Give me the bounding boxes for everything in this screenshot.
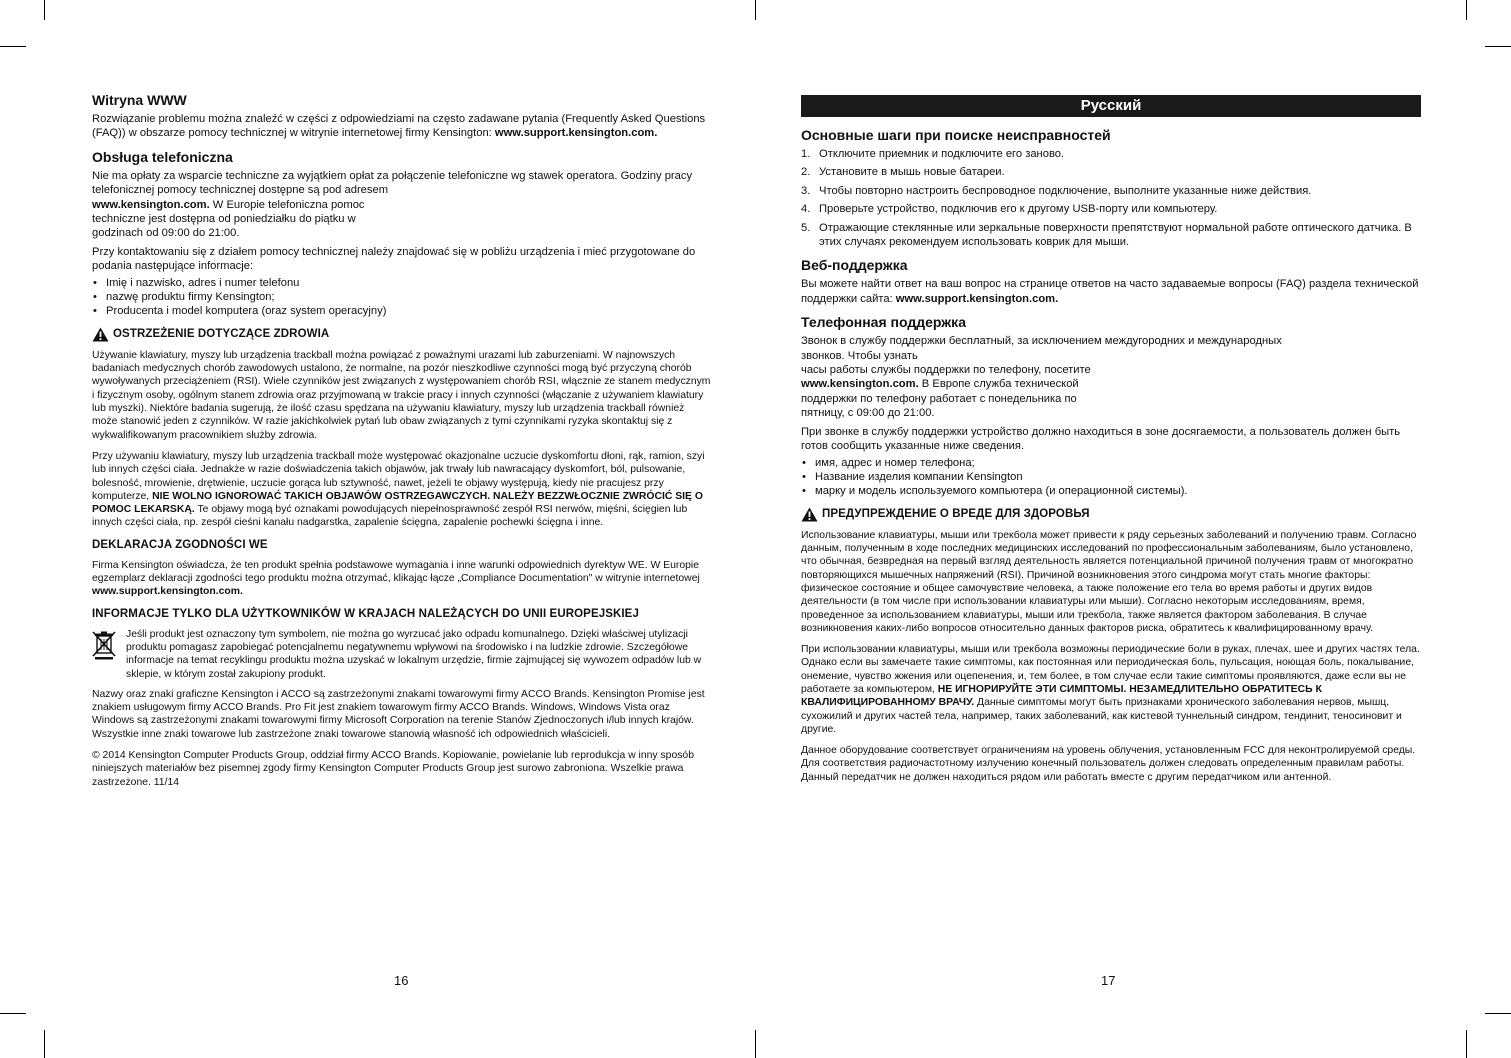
trademarks-text: Nazwy oraz znaki graficzne Kensington i ACCO są zastrzeżonymi znakami towarowymi firmy ACCO Brands. Kensington Promise jest znakiem usługowym firmy ACCO Brands. Pro Fit jest znakiem towarowym firmy ACCO Brands. Windows, Windows Vista oraz Windows są zastrzeżonymi znakami towarowymi firmy Microsoft Corporation na terenie Stanów Zjednoczonych i/lub innych krajów. Wszystkie inne znaki towarowe lub zastrzeżone znaki towarowe stanowią własność ich odpowiednich właścicieli. <box>92 688 705 740</box>
page-number-right: 17 <box>1101 973 1116 988</box>
phone-support-title: Телефонная поддержка <box>801 314 966 331</box>
health-warning-p2: Przy używaniu klawiatury, myszy lub urządzenia trackball może występować okazjonalne uczucie dyskomfortu dłoni, rąk, ramion, szyi lub innych części ciała. Jednakże w razie doświadczenia takich objawów, jak trwały lub nawracający dyskomfort, ból, pulsowanie, bolesność, mrowienie, drętwienie, uczucie gorąca lub sztywność, nawet, jeżeli te objawy występują, kiedy nie pracujesz przy komputerze, NIE WOLNO IGNOROWAĆ TAKICH OBJAWÓW OSTRZEGAWCZYCH. NALEŻY BEZZWŁOCZNIE ZWRÓCIĆ SIĘ O POMOC LEKARSKĄ. Te objawy mogą być oznakami powodujących niepełnosprawność zespół RSI nerwów, mięśni, ścięgien lub innych części ciała, np. zespół cieśni kanału nadgarstka, zapalenie ścięgna, zapalenie pochewki ścięgna i inne. <box>92 450 705 529</box>
kensington-link[interactable]: www.kensington.com. <box>92 198 210 211</box>
declaration-text: Firma Kensington oświadcza, że ten produkt spełnia podstawowe wymagania i inne warunki odpowiednich dyrektyw WE. W Europie egzemplarz deklaracji zgodności tego produktu można otrzymać, klikając łącze „Compliance Documentation" w witrynie internetowej www.support.kensington.com. <box>92 559 700 598</box>
health-warning-p1: Использование клавиатуры, мыши или трекбола может привести к ряду серьезных заболеваний и получению травм. Согласно данным, полученным в ходе последних медицинских исследований по профессиональным заболеваниям, было установлено, что обычная, безвредная на первый взгляд деятельность является потенциальной причиной получения травм от многократно повторяющихся мышечных напряжений (RSI). Причиной возникновения этого синдрома могут стать многие факторы: физическое состояние и общее самочувствие человека, а также положение его тела во время работы и других видов деятельности (в том числе при использовании клавиатуры или мыши). Согласно некоторым исследованиям, время, проведенное за использованием клавиатуры, мыши или трекбола, также является фактором заболевания. В случае возникновения каких-либо вопросов относительно данных факторов риска, обратитесь к квалифицированному врачу. <box>801 529 1417 634</box>
troubleshooting-steps <box>801 147 1421 249</box>
web-support-title: Witryna WWW <box>92 92 187 108</box>
weee-text: Jeśli produkt jest oznaczony tym symbolem, nie można go wyrzucać jako odpadu komunalnego. Dzięki właściwej utylizacji produktu pomagasz zapobiegać potencjalnemu negatywnemu wpływowi na środowisko i na ludzkie zdrowie. Szczegółowe informacje na temat recyklingu produktu można uzyskać w lokalnym urzędzie, firmie zajmującej się wywozem odpadów lub w sklepie, w którym został zakupiony produkt. <box>126 628 702 680</box>
phone-support-title: Obsługa telefoniczna <box>92 148 233 165</box>
fcc-statement: Данное оборудование соответствует ограничениям на уровень облучения, установленным FCC для неконтролируемой среды. Для соответствия радиочастотному излучению конечный пользователь должен следовать определенным правилам работы. Данный передатчик не должен находиться рядом или работать вместе с другим передатчиком или антенной. <box>801 745 1416 783</box>
list-item: • марку и модель используемого компьютера (и операционной системы). <box>801 484 1421 498</box>
crop-mark <box>1466 0 1467 20</box>
contact-bullet-list <box>92 276 712 319</box>
right-page <box>801 95 1421 792</box>
support-link[interactable]: www.support.kensington.com. <box>895 292 1059 305</box>
crop-mark <box>44 1030 45 1058</box>
eu-info-title: INFORMACJE TYLKO DLA UŻYTKOWNIKÓW W KRAJACH NALEŻĄCYCH DO UNII EUROPEJSKIEJ <box>92 607 639 620</box>
crop-mark <box>755 0 756 20</box>
health-warning-heading: ПРЕДУПРЕЖДЕНИЕ О ВРЕДЕ ДЛЯ ЗДОРОВЬЯ <box>801 507 1421 522</box>
list-item: • nazwę produktu firmy Kensington; <box>92 290 712 304</box>
kensington-link[interactable]: www.kensington.com. <box>801 378 919 391</box>
crop-mark <box>1485 1013 1511 1014</box>
web-support-text: Rozwiązanie problemu można znaleźć w części z odpowiedziami na często zadawane pytania (Frequently Asked Questions (FAQ)) w obszarze pomocy technicznej w witrynie internetowej firmy Kensington: www.support.kensington.com. <box>92 113 706 140</box>
web-support-title: Веб-поддержка <box>801 257 908 274</box>
phone-support-text: Звонок в службу поддержки бесплатный, за исключением междугородних и международных звонков. Чтобы узнать часы работы службы поддержки по телефону, посетите www.kensington.com. В Европе служба технической поддержки по телефону работает с понедельника по пятницу, с 09:00 до 21:00. <box>801 335 1282 420</box>
weee-section <box>92 628 712 681</box>
list-item: 2. Установите в мышь новые батареи. <box>801 166 1005 179</box>
page-number-left: 16 <box>394 973 409 988</box>
crop-mark <box>755 1030 756 1058</box>
copyright-text: © 2014 Kensington Computer Products Group, oddział firmy ACCO Brands. Kopiowanie, powielanie lub reprodukcja w inny sposób niniejszych materiałów bez pisemnej zgody firmy Kensington Computer Products Group jest surowo zabroniona. Wszelkie prawa zastrzeżone. 11/14 <box>92 750 694 788</box>
list-item: 5. Отражающие стеклянные или зеркальные поверхности препятствуют нормальной работе оптического датчика. В этих случаях рекомендуем использовать коврик для мыши. <box>801 221 1412 249</box>
contact-bullet-list <box>801 456 1421 499</box>
list-item: • Producenta i model komputera (oraz system operacyjny) <box>92 304 712 318</box>
compliance-link[interactable]: www.support.kensington.com. <box>92 586 243 598</box>
health-warning-p1: Używanie klawiatury, myszy lub urządzenia trackball można powiązać z poważnymi urazami lub zaburzeniami. W najnowszych badaniach medycznych chorób zawodowych ustalono, że normalne, na pozór nieszkodliwe czynności mogą być przyczyną chorób wywoływanych przeciążeniem (RSI). Wiele czynników jest związanych z występowaniem chorób RSI, włącznie ze stanem medycznym i fizycznym osoby, ogólnym stanem zdrowia oraz przyjmowaną w trakcie pracy i innych czynności (włączanie z używaniem klawiatury lub myszki). Niektóre badania sugerują, że ilość czasu spędzana na używaniu klawiatury, myszy lub urządzenia trackball również może stanowić jeden z czynników. W razie jakichkolwiek pytań lub obaw związanych z tymi czynnikami ryzyka skontaktuj się z wykwalifikowanym pracownikiem służby zdrowia. <box>92 349 711 441</box>
declaration-title: DEKLARACJA ZGODNOŚCI WE <box>92 538 268 551</box>
list-item: 1. Отключите приемник и подключите его заново. <box>801 148 1065 160</box>
crop-mark <box>1485 46 1511 47</box>
crossed-bin-icon <box>92 630 116 660</box>
crop-mark <box>0 46 26 47</box>
list-item: • Название изделия компании Kensington <box>801 470 1421 484</box>
crop-mark <box>44 0 45 20</box>
crop-mark <box>1466 1030 1467 1058</box>
list-item: • имя, адрес и номер телефона; <box>801 456 1421 470</box>
left-page <box>92 92 712 797</box>
health-warning-p2: При использовании клавиатуры, мыши или трекбола возможны периодические боли в руках, плечах, шее и других частях тела. Однако если вы замечаете такие симптомы, как постоянная или периодическая боль, пульсация, ноющая боль, покалывание, онемение, чувство жжения или оцепенения, и, тем более, в том случае если такие симптомы проявляются, даже если вы не работаете за компьютером, НЕ ИГНОРИРУЙТЕ ЭТИ СИМПТОМЫ. НЕЗАМЕДЛИТЕЛЬНО ОБРАТИТЕСЬ К КВАЛИФИЦИРОВАННОМУ ВРАЧУ. Данные симптомы могут быть признаками хронического заболевания нервов, мышц, сухожилий и других частей тела, например, таких заболеваний, как кистевой туннельный синдром, тендинит, теносиновит и другие. <box>801 644 1420 735</box>
list-item: 3. Чтобы повторно настроить беспроводное подключение, выполните указанные ниже действия. <box>801 184 1312 197</box>
warning-icon <box>801 507 818 522</box>
warning-icon <box>92 327 109 342</box>
phone-support-text: Nie ma opłaty za wsparcie techniczne za wyjątkiem opłat za połączenie telefoniczne wg stawek operatora. Godziny pracy telefonicznej pomocy technicznej dostępne są pod adresem www.kensington.com. W Europie telefoniczna pomoc techniczne jest dostępna od poniedziałku do piątku w godzinach od 09:00 do 21:00. <box>92 169 693 240</box>
support-link[interactable]: www.support.kensington.com. <box>494 127 658 140</box>
web-support-text: Вы можете найти ответ на ваш вопрос на странице ответов на часто задаваемые вопросы (FAQ) раздела технической поддержки сайта: www.support.kensington.com. <box>801 278 1419 305</box>
contact-info-text: Przy kontaktowaniu się z działem pomocy technicznej należy znajdować się w pobliżu urządzenia i mieć przygotowane do podania następujące informacje: <box>92 245 696 273</box>
contact-info-text: При звонке в службу поддержки устройство должно находиться в зоне досягаемости, а пользователь должен быть готов сообщить указанные ниже сведения. <box>801 425 1401 453</box>
health-warning-heading: OSTRZEŻENIE DOTYCZĄCE ZDROWIA <box>92 327 712 342</box>
language-header: Русский <box>801 95 1421 117</box>
list-item: 4. Проверьте устройство, подключив его к другому USB-порту или компьютеру. <box>801 203 1218 216</box>
crop-mark <box>0 1013 26 1014</box>
list-item: • Imię i nazwisko, adres i numer telefonu <box>92 276 712 290</box>
troubleshooting-title: Основные шаги при поиске неисправностей <box>801 127 1111 143</box>
